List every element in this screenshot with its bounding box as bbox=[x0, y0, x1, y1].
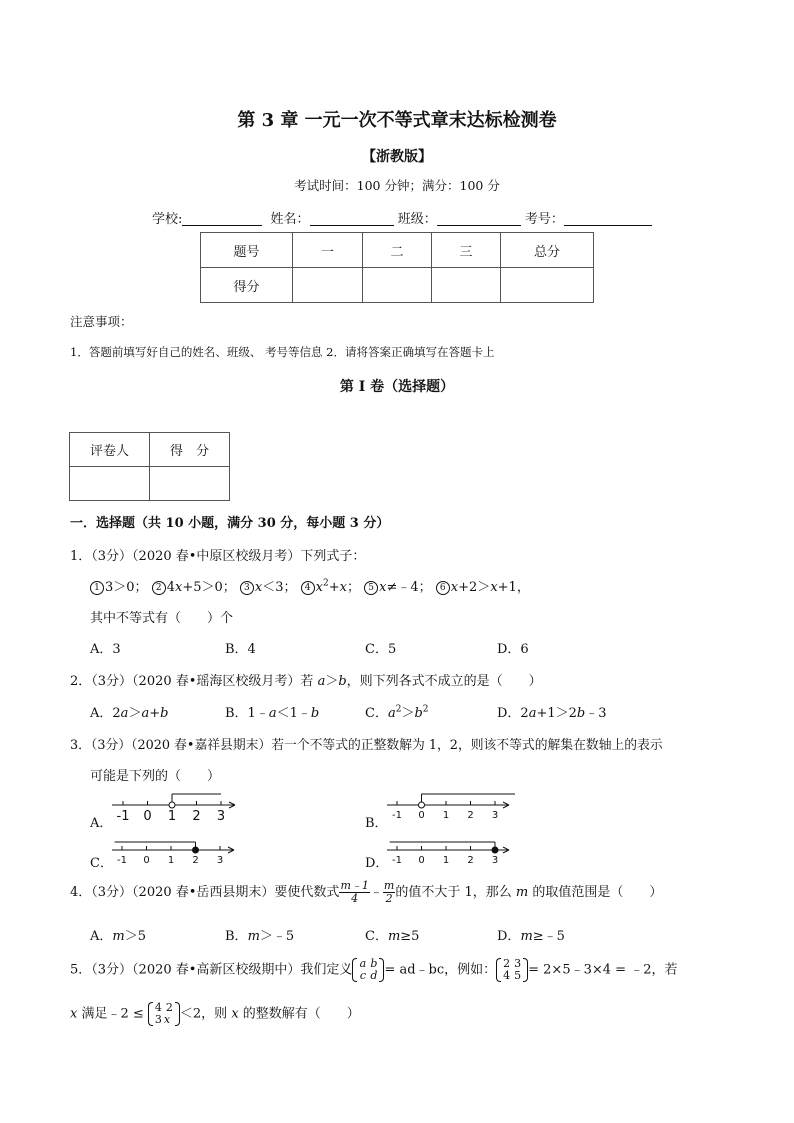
opt-text: ≥5 bbox=[400, 929, 420, 944]
axis-tick-label: 1 bbox=[167, 855, 175, 866]
grader-cell[interactable] bbox=[150, 467, 230, 501]
axis-tick-label: 0 bbox=[143, 855, 150, 866]
q5-stem-text: = 2×5﹣3×4 = ﹣2，若 bbox=[528, 962, 678, 978]
q3-number-line-c[interactable] bbox=[110, 838, 250, 868]
opt-text: B．1﹣ bbox=[225, 706, 269, 721]
score-cell[interactable] bbox=[432, 268, 501, 303]
q3-number-line-d[interactable] bbox=[385, 838, 515, 868]
expr-text: + bbox=[328, 580, 340, 595]
q5-stem-text: = ad﹣bc，例如： bbox=[384, 962, 497, 978]
closed-endpoint bbox=[193, 847, 199, 853]
matrix-entry: 4 bbox=[154, 1001, 162, 1014]
q5-line2 bbox=[70, 1002, 360, 1026]
expr-text: 3＞0； bbox=[105, 580, 148, 595]
opt-text: A．2 bbox=[90, 706, 121, 721]
fraction bbox=[383, 880, 395, 905]
expr-var: x bbox=[450, 580, 459, 595]
opt-var: a bbox=[268, 706, 277, 721]
axis-tick-label: 3 bbox=[491, 855, 499, 866]
circled-number: 1 bbox=[90, 581, 104, 595]
q3-option-a-label[interactable]: A． bbox=[90, 816, 113, 831]
closed-endpoint bbox=[492, 847, 498, 853]
axis-tick-label: -1 bbox=[116, 809, 130, 824]
opt-text: ＞5 bbox=[124, 929, 146, 944]
q4-stem-text: 4．（3分）（2020 春•岳西县期末）要使代数式 bbox=[70, 885, 340, 900]
q1-option-b[interactable]: B．4 bbox=[225, 642, 256, 657]
matrix-entry: 3 bbox=[514, 957, 522, 970]
axis-tick-label: -1 bbox=[392, 810, 402, 821]
axis-tick-label: 1 bbox=[442, 855, 450, 866]
school-blank[interactable] bbox=[182, 211, 262, 226]
q2-stem-text: ，则下列各式不成立的是（ ） bbox=[346, 674, 542, 689]
q1-stem: 1．（3分）（2020 春•中原区校级月考）下列式子： bbox=[70, 549, 366, 564]
opt-var: m bbox=[247, 929, 260, 944]
axis-tick-label: -1 bbox=[117, 855, 127, 866]
axis-tick-label: 3 bbox=[216, 855, 224, 866]
expr-text: +5＞0； bbox=[182, 580, 236, 595]
q3-line2: 可能是下列的（ ） bbox=[90, 769, 221, 784]
matrix bbox=[352, 958, 384, 982]
q1-option-a[interactable]: A．3 bbox=[90, 642, 121, 657]
circled-number: 3 bbox=[240, 581, 254, 595]
expr-var: x bbox=[339, 580, 347, 595]
q5-stem-text: 5．（3分）（2020 春•高新区校级期中）我们定义 bbox=[70, 962, 353, 978]
fraction-denominator: 2 bbox=[385, 892, 393, 905]
q2-option-a[interactable] bbox=[90, 702, 168, 721]
axis-tick-label: 2 bbox=[467, 855, 474, 866]
q4-option-b[interactable] bbox=[225, 925, 294, 944]
score-table bbox=[200, 232, 594, 303]
q4-option-a[interactable] bbox=[90, 925, 146, 944]
q3-number-line-a[interactable] bbox=[110, 788, 250, 828]
q5-var: x bbox=[70, 1006, 78, 1022]
q5-text: 满足﹣2 ≤ bbox=[77, 1006, 148, 1022]
q4-stem bbox=[70, 880, 662, 905]
part-title: 第 I 卷（选择题） bbox=[339, 379, 455, 395]
q2-option-c[interactable] bbox=[365, 702, 429, 721]
q3-number-line-b[interactable] bbox=[385, 788, 515, 828]
circled-number: 6 bbox=[436, 581, 450, 595]
matrix bbox=[148, 1002, 180, 1026]
matrix-entry: x bbox=[163, 1013, 171, 1026]
expr-text: +2＞ bbox=[458, 580, 491, 595]
axis-tick-label: 1 bbox=[167, 809, 177, 824]
score-cell[interactable] bbox=[293, 268, 363, 303]
fraction-numerator: m﹣1 bbox=[340, 879, 369, 892]
fraction-denominator: 4 bbox=[351, 892, 359, 905]
score-header-cell: 题号 bbox=[201, 233, 293, 268]
matrix-entry: c bbox=[359, 969, 367, 982]
opt-var: b bbox=[160, 706, 169, 721]
fraction bbox=[339, 880, 369, 905]
exam-no-label: 考号： bbox=[524, 212, 564, 227]
opt-text: A． bbox=[90, 929, 113, 944]
student-info-fields bbox=[152, 208, 652, 227]
grader-table bbox=[69, 432, 230, 501]
axis-tick-label: 2 bbox=[467, 810, 474, 821]
q1-line2: 其中不等式有（ ）个 bbox=[90, 611, 234, 626]
expr-sup: 2 bbox=[323, 578, 329, 589]
q4-stem-text: 的取值范围是（ ） bbox=[528, 885, 663, 900]
matrix-entry: d bbox=[370, 969, 378, 982]
q5-text: 的整数解有（ ） bbox=[238, 1006, 360, 1022]
opt-sup: 2 bbox=[422, 704, 429, 715]
score-header-cell: 二 bbox=[363, 233, 432, 268]
q2-stem-text: 2．（3分）（2020 春•瑶海区校级月考）若 bbox=[70, 674, 318, 689]
grader-header-cell: 得 分 bbox=[150, 433, 230, 467]
axis-tick-label: 0 bbox=[418, 810, 425, 821]
q3-stem: 3．（3分）（2020 春•嘉祥县期末）若一个不等式的正整数解为 1，2，则该不等式的解集在数轴上的表示 bbox=[70, 738, 663, 753]
expr-var: x bbox=[490, 580, 498, 595]
opt-text: ＞﹣5 bbox=[259, 929, 295, 944]
q4-var: m bbox=[515, 885, 529, 900]
matrix-entry: 4 bbox=[503, 969, 511, 982]
edition-label: 【浙教版】 bbox=[362, 149, 432, 165]
matrix-entry: 2 bbox=[503, 957, 511, 970]
opt-var: m bbox=[520, 929, 533, 944]
q2-var: b bbox=[338, 674, 347, 689]
q2-option-b[interactable] bbox=[225, 702, 319, 721]
expr-text: ； bbox=[346, 580, 360, 595]
opt-var: m bbox=[387, 929, 401, 944]
axis-tick-label: 0 bbox=[418, 855, 425, 866]
q2-stem bbox=[70, 670, 542, 689]
axis-tick-label: 3 bbox=[216, 809, 226, 824]
axis-tick-label: 3 bbox=[491, 810, 499, 821]
circled-number: 4 bbox=[301, 581, 315, 595]
expr-text: ＜3； bbox=[262, 580, 297, 595]
matrix-entry: b bbox=[370, 957, 378, 970]
q3-option-b-label[interactable]: B． bbox=[365, 816, 388, 831]
score-header-cell: 三 bbox=[432, 233, 501, 268]
opt-text: D．2 bbox=[497, 706, 529, 721]
opt-var: a bbox=[387, 706, 396, 721]
opt-text: ＞ bbox=[401, 706, 415, 721]
q2-option-d[interactable] bbox=[497, 702, 607, 721]
axis-tick-label: 1 bbox=[442, 810, 450, 821]
opt-text: ﹣3 bbox=[585, 706, 607, 721]
class-label: 班级： bbox=[397, 212, 437, 227]
matrix-entry: 5 bbox=[514, 969, 522, 982]
opt-text: C． bbox=[365, 929, 388, 944]
q4-option-c[interactable] bbox=[365, 925, 419, 944]
q4-stem-text: 的值不大于 1，那么 bbox=[395, 885, 516, 900]
expr-var: x bbox=[174, 580, 183, 595]
opt-text: B． bbox=[225, 929, 248, 944]
expr-text: ≠﹣4； bbox=[386, 580, 432, 595]
opt-text: ＜1﹣ bbox=[276, 706, 311, 721]
opt-var: a bbox=[528, 706, 537, 721]
class-blank[interactable] bbox=[437, 211, 521, 226]
notes-text: 1．答题前填写好自己的姓名、班级、 考号等信息 2．请将答案正确填写在答题卡上 bbox=[70, 345, 495, 359]
opt-var: a bbox=[120, 706, 129, 721]
axis-tick-label: 2 bbox=[192, 855, 199, 866]
matrix bbox=[496, 958, 528, 982]
opt-var: m bbox=[112, 929, 125, 944]
matrix-entry: 3 bbox=[154, 1013, 162, 1026]
q1-option-d[interactable]: D．6 bbox=[497, 642, 529, 657]
opt-text: D． bbox=[497, 929, 521, 944]
score-header-cell: 一 bbox=[293, 233, 363, 268]
opt-var: b bbox=[576, 706, 586, 721]
q3-option-d-label[interactable]: D． bbox=[365, 856, 389, 871]
opt-text: ＞ bbox=[128, 706, 142, 721]
opt-var: a bbox=[141, 706, 150, 721]
opt-text: ≥﹣5 bbox=[532, 929, 565, 944]
opt-text: C． bbox=[365, 706, 388, 721]
grader-cell[interactable] bbox=[70, 467, 150, 501]
school-label: 学校: bbox=[152, 212, 183, 227]
q5-var: x bbox=[231, 1006, 239, 1022]
fraction-numerator: m bbox=[383, 879, 395, 892]
open-endpoint bbox=[419, 802, 425, 808]
score-row-label: 得分 bbox=[201, 268, 293, 303]
matrix-entry: 2 bbox=[165, 1001, 173, 1014]
score-cell[interactable] bbox=[363, 268, 432, 303]
q1-expressions bbox=[90, 576, 530, 595]
exam-info: 考试时间：100 分钟；满分：100 分 bbox=[294, 178, 500, 193]
q3-option-c-label[interactable]: C． bbox=[90, 856, 113, 871]
axis-tick-label: 2 bbox=[192, 809, 201, 824]
expr-text: 4 bbox=[166, 580, 175, 595]
opt-sup: 2 bbox=[395, 704, 402, 715]
circled-number: 5 bbox=[364, 581, 378, 595]
opt-var: b bbox=[414, 706, 423, 721]
name-label: 姓名： bbox=[270, 212, 310, 227]
opt-var: b bbox=[310, 706, 320, 721]
paper-title: 第 3 章 一元一次不等式章末达标检测卷 bbox=[237, 110, 557, 131]
q5-stem bbox=[70, 958, 677, 982]
axis-tick-label: 0 bbox=[143, 809, 152, 824]
q5-text: ＜2，则 bbox=[179, 1006, 232, 1022]
name-blank[interactable] bbox=[310, 211, 394, 226]
notes-heading: 注意事项： bbox=[70, 314, 133, 329]
axis-tick-label: -1 bbox=[392, 855, 402, 866]
q4-stem-text: ﹣ bbox=[369, 885, 383, 900]
q1-option-c[interactable]: C．5 bbox=[365, 642, 397, 657]
opt-text: + bbox=[149, 706, 161, 721]
matrix-entry: a bbox=[359, 957, 367, 970]
exam-no-blank[interactable] bbox=[564, 211, 652, 226]
q2-var: a bbox=[317, 674, 326, 689]
expr-var: x bbox=[315, 580, 323, 595]
circled-number: 2 bbox=[152, 581, 166, 595]
expr-text: +1， bbox=[497, 580, 530, 595]
grader-header-cell: 评卷人 bbox=[70, 433, 150, 467]
expr-var: x bbox=[379, 580, 387, 595]
opt-text: +1＞2 bbox=[536, 706, 577, 721]
score-header-cell: 总分 bbox=[501, 233, 594, 268]
q2-stem-text: ＞ bbox=[325, 674, 339, 689]
open-endpoint bbox=[169, 802, 175, 808]
section-heading: 一．选择题（共 10 小题，满分 30 分，每小题 3 分） bbox=[70, 516, 390, 531]
expr-var: x bbox=[254, 580, 263, 595]
q4-option-d[interactable] bbox=[497, 925, 565, 944]
score-cell[interactable] bbox=[501, 268, 594, 303]
